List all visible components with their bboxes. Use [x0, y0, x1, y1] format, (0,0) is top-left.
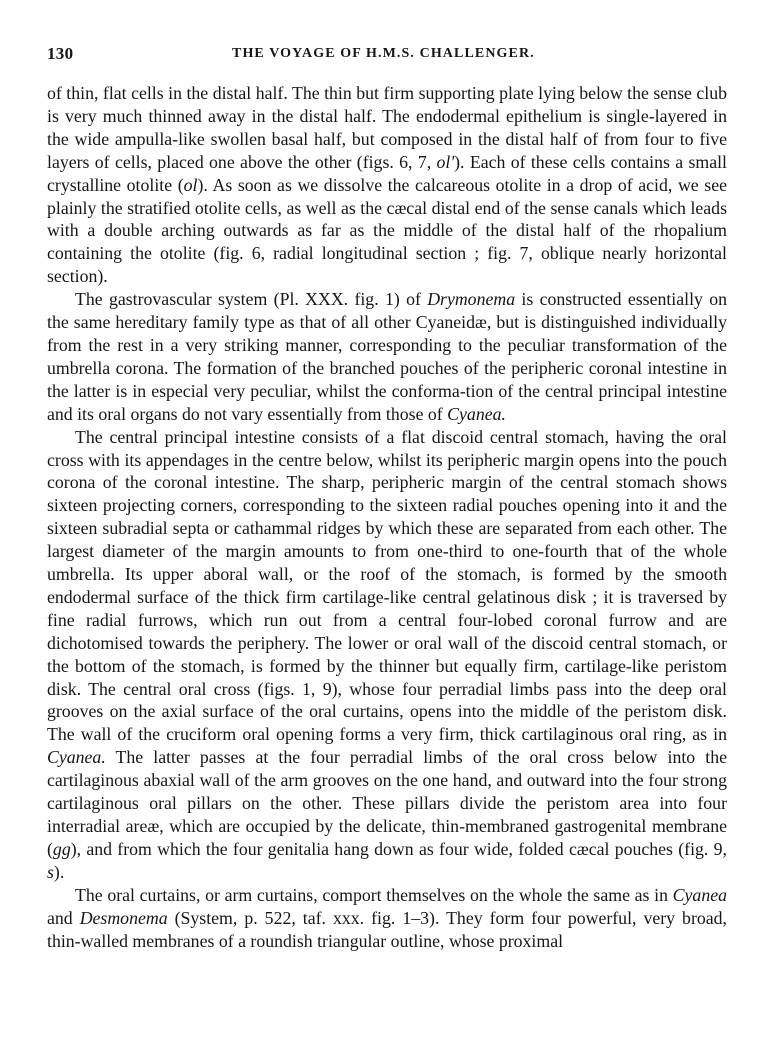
- text-run: of thin, flat cells in the distal half. The thin but firm supporting plate lying below the sense club is very much thinned away in the distal half. The endodermal epithelium is single-layered in the wide ampulla-like swollen basal half, but composed in the distal half of from four to five layers of cells, placed one above the other (figs. 6, 7,: [47, 83, 727, 172]
- text-run: The oral curtains, or arm curtains, comport themselves on the whole the same as in: [75, 884, 673, 905]
- text-run: is constructed essentially on the same hereditary family type as that of all other Cyaneidæ, but is distinguished individually from the rest in a very striking manner, corresponding to the peculiar transformation of the umbrella corona. The formation of the branched pouches of the peripheric coronal intestine in the latter is in especial very peculiar, whilst the conforma-tion of the central principal intestine and its oral organs do not vary essentially from those of: [47, 289, 727, 424]
- page-number: 130: [47, 44, 74, 63]
- italic-term: Cyanea: [672, 884, 727, 905]
- text-run: The gastrovascular system (Pl. XXX. fig. 1) of: [75, 289, 428, 310]
- text-run: ). As soon as we dissolve the calcareous otolite in a drop of acid, we see plainly the stratified otolite cells, as well as the cæcal distal end of the sense canals which leads with a double arching outwards as far as the middle of the distal half of the rhopalium containing the otolite (fig. 6, radial longitudinal section ; fig. 7, oblique nearly horizontal section).: [47, 174, 727, 287]
- page-header: [47, 44, 727, 66]
- text-run: ). Each of these cells contains a small crystalline otolite (: [47, 151, 727, 195]
- paragraph: [47, 884, 727, 953]
- text-run: ).: [53, 861, 65, 882]
- italic-term: Drymonema: [427, 289, 516, 310]
- running-head: THE VOYAGE OF H.M.S. CHALLENGER.: [232, 46, 535, 61]
- italic-term: s: [47, 861, 54, 882]
- paragraph: [47, 288, 727, 425]
- text-run: The latter passes at the four perradial limbs of the oral cross below into the cartilaginous abaxial wall of the arm grooves on the one hand, and outward into the four strong cartilaginous oral pillars on the other. These pillars divide the peristom area into four interradial areæ, which are occupied by the delicate, thin-membraned gastrogenital membrane (: [47, 747, 727, 859]
- paragraph: [47, 426, 727, 884]
- italic-term: gg: [52, 838, 71, 859]
- text-run: ), and from which the four genitalia hang down as four wide, folded cæcal pouches (fig. 9,: [70, 838, 727, 859]
- text-run: and: [47, 907, 80, 928]
- italic-term: Cyanea.: [447, 403, 506, 424]
- italic-term: ol': [436, 151, 455, 172]
- text-run: The central principal intestine consists of a flat discoid central stomach, having the oral cross with its appendages in the centre below, whilst its peripheric margin opens into the pouch corona of the coronal intestine. The sharp, peripheric margin of the central stomach shows sixteen projecting corners, corresponding to the sixteen radial pouches opening into it and the sixteen subradial septa or cathammal ridges by which these are separated from each other. The largest diameter of the margin amounts to from one-third to one-fourth that of the whole umbrella. Its upper aboral wall, or the roof of the stomach, is formed by the smooth endodermal surface of the thick firm cartilage-like central gelatinous disk ; it is traversed by fine radial furrows, which run out from a central four-lobed coronal furrow and are dichotomised towards the periphery. The lower or oral wall of the discoid central stomach, or the bottom of the stomach, is formed by the thinner but equally firm, cartilage-like peristom disk. The central oral cross (figs. 1, 9), whose four perradial limbs pass into the deep oral grooves on the axial surface of the oral curtains, opens into the middle of the peristom disk. The wall of the cruciform oral opening forms a very firm, thick cartilaginous oral ring, as in: [47, 426, 727, 745]
- italic-term: Desmonema: [79, 907, 168, 928]
- text-run: (System, p. 522, taf. xxx. fig. 1–3). They form four powerful, very broad, thin-walled membranes of a roundish triangular outline, whose proximal: [47, 907, 727, 951]
- body-text: [47, 82, 727, 952]
- italic-term: ol: [183, 174, 198, 195]
- italic-term: Cyanea.: [47, 747, 106, 768]
- paragraph: [47, 82, 727, 288]
